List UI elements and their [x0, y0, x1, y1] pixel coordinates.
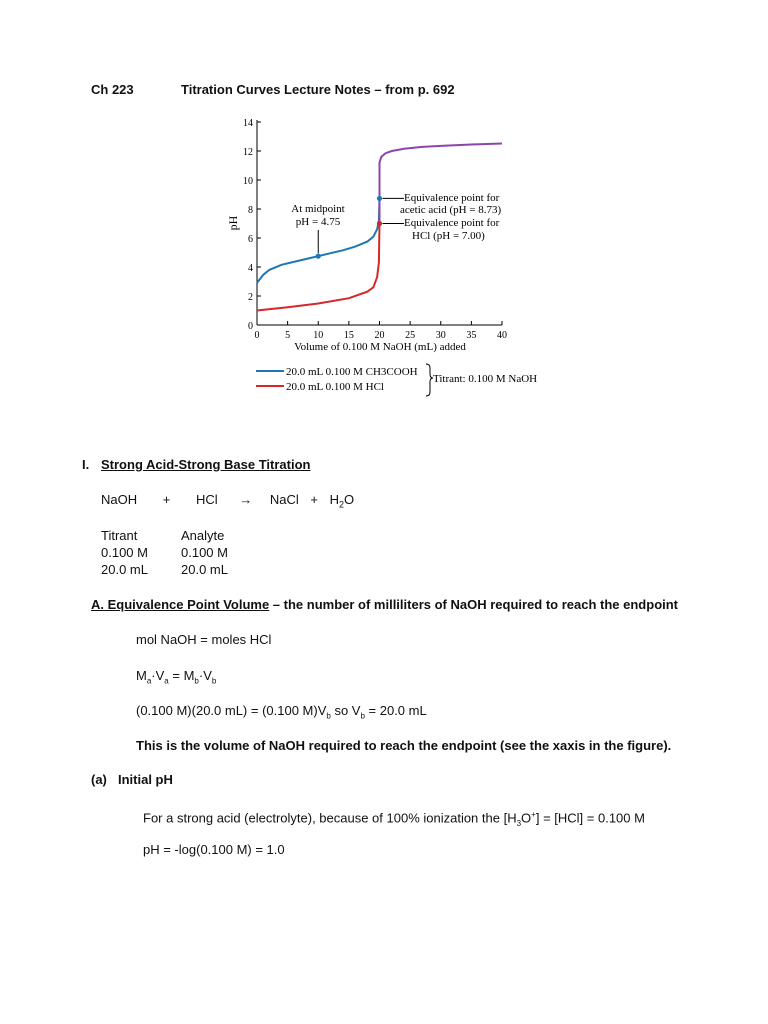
x-tick-label: 5 — [285, 330, 291, 341]
arrow-icon: → — [239, 492, 253, 507]
annotation-eq-hcl-2: HCl (pH = 7.00) — [412, 230, 485, 242]
part-a-label: (a) — [91, 772, 107, 787]
reactant-naoh: NaOH — [101, 492, 138, 507]
analyte-vol: 20.0 mL — [181, 562, 228, 577]
legend-titrant: Titrant: 0.100 M NaOH — [433, 373, 538, 385]
x-tick-label: 35 — [466, 330, 477, 341]
titrant-label: Titrant — [101, 528, 138, 543]
legend-entry-hcl: 20.0 mL 0.100 M HCl — [286, 381, 384, 393]
volume-calculation: (0.100 M)(20.0 mL) = (0.100 $M)V_b$ so $V_b = 20.0$ mL — [136, 703, 427, 721]
x-tick-label: 40 — [497, 330, 507, 341]
strong-acid-explanation: For a strong acid (electrolyte), because of 100% ionization the $[H_3O^+] = [HCl] = 0.100$ M — [143, 810, 645, 828]
analyte-label: Analyte — [181, 528, 225, 543]
legend-brace — [426, 364, 433, 396]
x-tick-label: 25 — [405, 330, 416, 341]
marker-point-1 — [377, 196, 382, 201]
page-title: Titration Curves Lecture Notes – from p. 692 — [181, 82, 455, 97]
dilution-equation: $M_a\cdot V_a = M_b\cdot V_b$ — [136, 668, 217, 686]
y-tick-label: 12 — [243, 147, 253, 158]
endpoint-note: This is the volume of NaOH required to reach the endpoint (see the xaxis in the figure). — [136, 738, 672, 753]
y-tick-label: 6 — [248, 234, 253, 245]
y-tick-label: 14 — [243, 118, 253, 129]
plus-sign-2: + — [310, 492, 319, 507]
initial-ph-calc: pH = -log(0.100 M) = 1.0 — [143, 842, 285, 857]
y-tick-label: 10 — [243, 176, 253, 187]
annotation-eq-acetic-2: acetic acid (pH = 8.73) — [400, 204, 502, 216]
section-number: I. — [82, 457, 90, 472]
y-tick-label: 8 — [248, 205, 253, 216]
x-tick-label: 15 — [343, 330, 354, 341]
mol-equality: mol NaOH = moles HCl — [136, 632, 272, 647]
y-tick-label: 4 — [248, 263, 253, 274]
section-heading: Strong Acid-Strong Base Titration — [101, 457, 311, 472]
subsection-a-heading: A. Equivalence Point Volume – the number of milliliters of NaOH required to reach the endpoint — [91, 597, 679, 612]
annotation-midpoint-2: pH = 4.75 — [295, 216, 341, 228]
titration-chart — [220, 110, 560, 410]
product-nacl: NaCl — [269, 492, 299, 507]
marker-point-0 — [316, 254, 321, 259]
titrant-conc: 0.100 M — [101, 545, 148, 560]
x-tick-label: 30 — [435, 330, 446, 341]
course-code: Ch 223 — [91, 82, 134, 97]
annotation-midpoint-1: At midpoint — [291, 203, 345, 215]
reaction-equation — [101, 492, 354, 513]
titrant-vol: 20.0 mL — [101, 562, 148, 577]
legend-entry-acetic: 20.0 mL 0.100 M CH3COOH — [286, 366, 418, 378]
x-axis-label: Volume of 0.100 M NaOH (mL) added — [294, 341, 466, 353]
part-a-heading: Initial pH — [118, 772, 173, 787]
y-tick-label: 0 — [248, 321, 253, 332]
annotation-eq-hcl-1: Equivalence point for — [404, 217, 500, 229]
y-axis-label: pH — [226, 215, 240, 231]
x-tick-label: 10 — [313, 330, 324, 341]
reactant-hcl: HCl — [195, 492, 218, 507]
marker-point-2 — [377, 221, 382, 226]
x-tick-label: 20 — [374, 330, 385, 341]
annotation-eq-acetic-1: Equivalence point for — [404, 192, 500, 204]
plus-sign: + — [162, 492, 171, 507]
product-water: $H_2O$ — [329, 492, 355, 510]
x-tick-label: 0 — [254, 330, 260, 341]
analyte-conc: 0.100 M — [181, 545, 228, 560]
y-tick-label: 2 — [248, 292, 253, 303]
